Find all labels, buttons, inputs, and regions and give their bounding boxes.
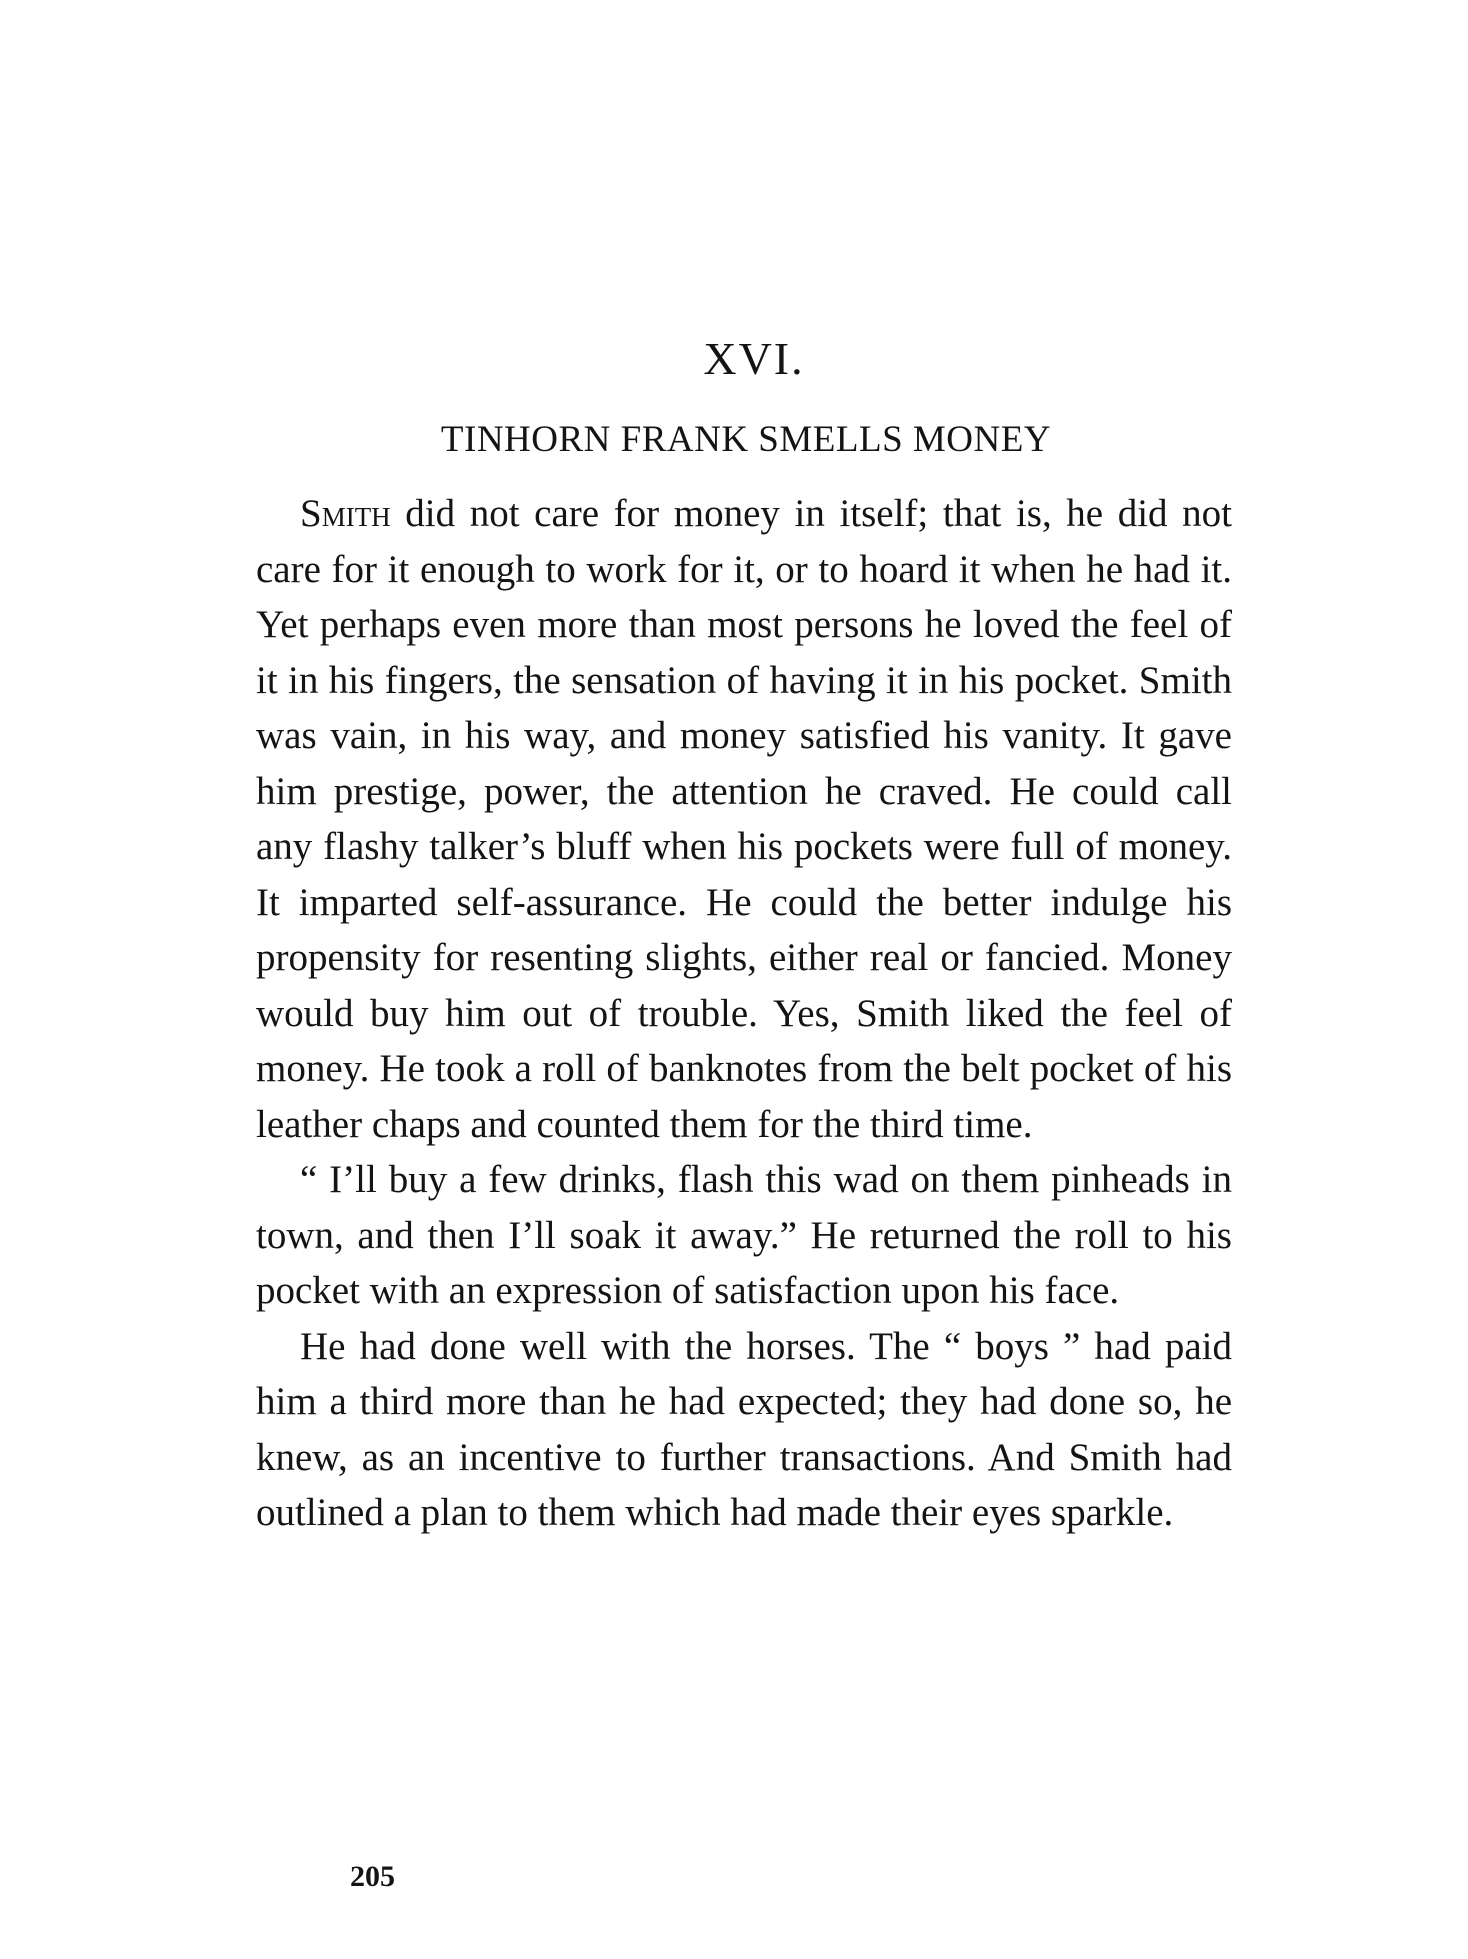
chapter-title: TINHORN FRANK SMELLS MONEY	[440, 419, 1052, 460]
paragraph-1	[256, 486, 1232, 1152]
lead-word: Smith	[300, 492, 391, 535]
body-text	[256, 486, 1232, 1541]
paragraph-text: “ I’ll buy a few drinks, flash this wad on them pinheads in town, and then I’ll soak it away.” He returned the roll to his pocket with an expression of satisfaction upon his face.	[256, 1158, 1232, 1312]
paragraph-2	[256, 1152, 1232, 1319]
paragraph-3	[256, 1319, 1232, 1541]
paragraph-text: did not care for money in itself; that is, he did not care for it enough to work for it, or to hoard it when he had it. Yet perhaps even more than most persons he loved the feel of it in his fingers, the sensation of having it in his pocket. Smith was vain, in his way, and money satisfied his vanity. It gave him prestige, power, the attention he craved. He could call any flashy talker’s bluff when his pockets were full of money. It imparted self-assurance. He could the better indulge his propensity for resenting slights, either real or fancied. Money would buy him out of trouble. Yes, Smith liked the feel of money. He took a roll of banknotes from the belt pocket of his leather chaps and counted them for the third time.	[256, 492, 1232, 1146]
chapter-number: XVI.	[703, 333, 805, 384]
page-number: 205	[350, 1860, 395, 1893]
paragraph-text: He had done well with the horses. The “ boys ” had paid him a third more than he had expected; they had done so, he knew, as an incentive to further transactions. And Smith had outlined a plan to them which had made their eyes sparkle.	[256, 1324, 1232, 1534]
